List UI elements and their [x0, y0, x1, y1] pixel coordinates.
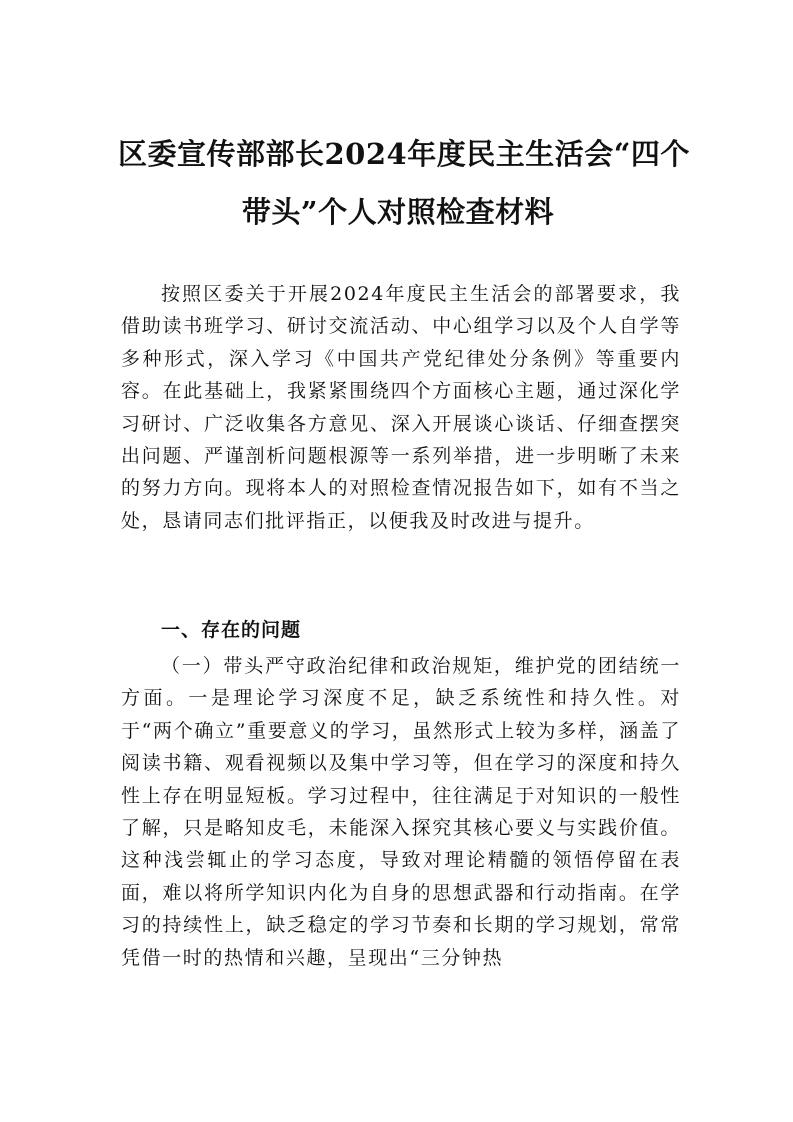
document-title-line-2: 带头”个人对照检查材料 [241, 195, 555, 229]
section-paragraph-1: （一）带头严守政治纪律和政治规矩，维护党的团结统一方面。一是理论学习深度不足，缺乏系统性和持久性。对于“两个确立”重要意义的学习，虽然形式上较为多样，涵盖了阅读书籍、观看视频以及集中学习等，但在学习的深度和持久性上存在明显短板。学习过程中，往往满足于对知识的一般性了解，只是略知皮毛，未能深入探究其核心要义与实践价值。这种浅尝辄止的学习态度，导致对理论精髓的领悟停留在表面，难以将所学知识内化为自身的思想武器和行动指南。在学习的持续性上，缺乏稳定的学习节奏和长期的学习规划，常常凭借一时的热情和兴趣，呈现出“三分钟热 [121, 655, 681, 969]
document-title-line-1: 区委宣传部部长2024年度民主生活会“四个 [118, 137, 690, 171]
intro-paragraph: 按照区委关于开展2024年度民主生活会的部署要求，我借助读书班学习、研讨交流活动、中心组学习以及个人自学等多种形式，深入学习《中国共产党纪律处分条例》等重要内容。在此基础上，我紧紧围绕四个方面核心主题，通过深化学习研讨、广泛收集各方意见、深入开展谈心谈话、仔细查摆突出问题、严谨剖析问题根源等一系列举措，进一步明晰了未来的努力方向。现将本人的对照检查情况报告如下，如有不当之处，恳请同志们批评指正，以便我及时改进与提升。 [121, 283, 681, 532]
section-heading-problems: 一、存在的问题 [161, 619, 302, 641]
